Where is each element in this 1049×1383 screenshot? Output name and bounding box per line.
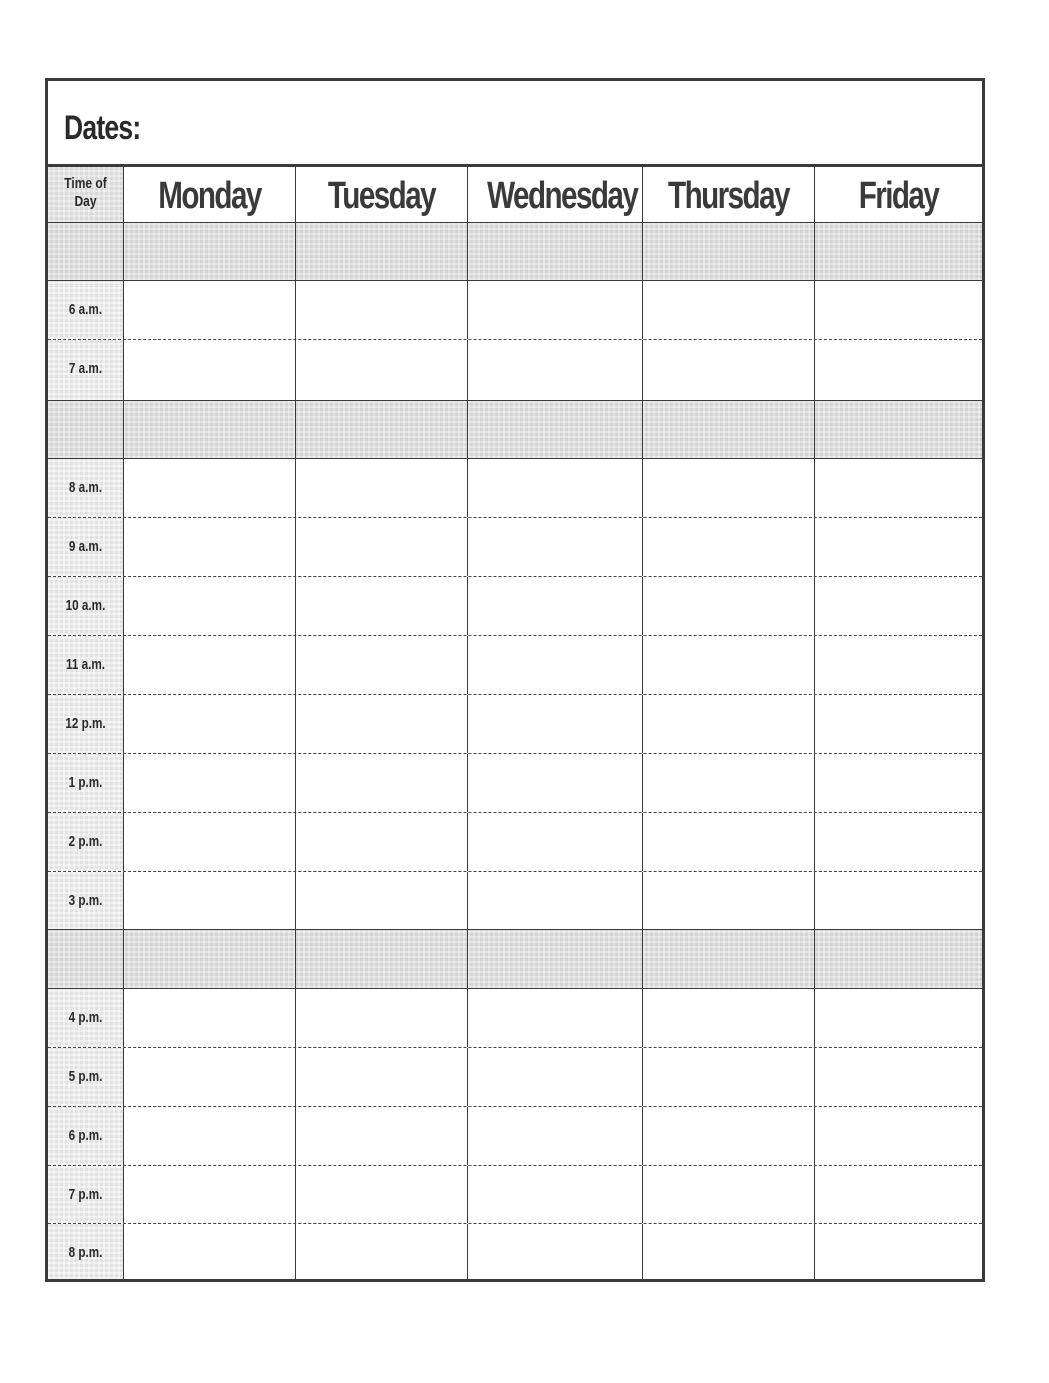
time-cell — [48, 1166, 124, 1223]
slot-cell[interactable] — [468, 636, 643, 694]
slot-cell[interactable] — [124, 872, 296, 929]
time-label: 6 p.m. — [68, 1127, 103, 1144]
slot-cell[interactable] — [815, 1107, 982, 1165]
slot-cell[interactable] — [643, 281, 815, 339]
slot-cell[interactable] — [643, 1107, 815, 1165]
slot-cell[interactable] — [468, 577, 643, 635]
slot-cell[interactable] — [468, 281, 643, 339]
shade-cell[interactable] — [124, 223, 296, 280]
slot-cell[interactable] — [468, 459, 643, 517]
slot-cell[interactable] — [468, 1107, 643, 1165]
slot-cell[interactable] — [815, 872, 982, 929]
slot-cell[interactable] — [124, 518, 296, 576]
slot-cell[interactable] — [124, 281, 296, 339]
time-cell — [48, 695, 124, 753]
time-row-3pm — [48, 872, 982, 930]
time-row-12pm — [48, 695, 982, 754]
time-cell — [48, 872, 124, 929]
slot-cell[interactable] — [815, 577, 982, 635]
slot-cell[interactable] — [815, 695, 982, 753]
slot-cell[interactable] — [124, 577, 296, 635]
header-row — [48, 167, 982, 223]
shaded-band-morning — [48, 223, 982, 281]
time-row-10am — [48, 577, 982, 636]
slot-cell[interactable] — [296, 518, 468, 576]
time-label: 9 a.m. — [68, 538, 103, 555]
slot-cell[interactable] — [468, 340, 643, 400]
slot-cell[interactable] — [296, 1107, 468, 1165]
time-row-5pm — [48, 1048, 982, 1107]
shade-cell — [48, 223, 124, 280]
time-cell — [48, 518, 124, 576]
slot-cell[interactable] — [296, 989, 468, 1047]
slot-cell[interactable] — [296, 636, 468, 694]
shade-cell[interactable] — [815, 223, 982, 280]
slot-cell[interactable] — [124, 813, 296, 871]
time-row-4pm — [48, 989, 982, 1048]
time-label: 7 a.m. — [68, 360, 103, 377]
slot-cell[interactable] — [124, 340, 296, 400]
time-row-9am — [48, 518, 982, 577]
time-label: 8 a.m. — [68, 479, 103, 496]
time-row-1pm — [48, 754, 982, 813]
slot-cell[interactable] — [815, 754, 982, 812]
slot-cell[interactable] — [643, 1166, 815, 1223]
slot-cell[interactable] — [296, 459, 468, 517]
slot-cell[interactable] — [296, 281, 468, 339]
slot-cell[interactable] — [296, 754, 468, 812]
slot-cell[interactable] — [468, 695, 643, 753]
shaded-band-midmorning — [48, 401, 982, 459]
slot-cell[interactable] — [468, 813, 643, 871]
slot-cell[interactable] — [815, 340, 982, 400]
time-label: 3 p.m. — [68, 892, 103, 909]
slot-cell[interactable] — [296, 1166, 468, 1223]
slot-cell[interactable] — [124, 989, 296, 1047]
shade-cell[interactable] — [296, 223, 468, 280]
slot-cell[interactable] — [815, 518, 982, 576]
day-header-friday — [815, 167, 982, 222]
slot-cell[interactable] — [643, 989, 815, 1047]
time-label: 7 p.m. — [68, 1186, 103, 1203]
time-row-8am — [48, 459, 982, 518]
day-label: Monday — [158, 175, 261, 217]
shade-cell[interactable] — [643, 930, 815, 988]
slot-cell[interactable] — [468, 989, 643, 1047]
schedule-grid — [48, 167, 982, 1279]
time-cell — [48, 636, 124, 694]
time-label: 4 p.m. — [68, 1009, 103, 1026]
time-cell — [48, 813, 124, 871]
time-label: 8 p.m. — [68, 1244, 103, 1261]
slot-cell[interactable] — [643, 636, 815, 694]
slot-cell[interactable] — [643, 872, 815, 929]
slot-cell[interactable] — [643, 695, 815, 753]
time-label: 1 p.m. — [68, 774, 103, 791]
shade-cell[interactable] — [468, 401, 643, 458]
time-cell — [48, 1224, 124, 1279]
time-cell — [48, 989, 124, 1047]
shade-cell[interactable] — [815, 930, 982, 988]
time-cell — [48, 577, 124, 635]
shade-cell[interactable] — [643, 223, 815, 280]
weekly-schedule-sheet — [45, 78, 985, 1282]
time-label: 2 p.m. — [68, 833, 103, 850]
slot-cell[interactable] — [124, 1048, 296, 1106]
day-header-tuesday — [296, 167, 468, 222]
slot-cell[interactable] — [815, 989, 982, 1047]
slot-cell[interactable] — [296, 872, 468, 929]
slot-cell[interactable] — [643, 518, 815, 576]
day-header-wednesday — [468, 167, 643, 222]
slot-cell[interactable] — [815, 813, 982, 871]
time-cell — [48, 1107, 124, 1165]
slot-cell[interactable] — [815, 636, 982, 694]
shade-cell[interactable] — [124, 401, 296, 458]
time-row-11am — [48, 636, 982, 695]
day-header-monday — [124, 167, 296, 222]
shade-cell[interactable] — [468, 223, 643, 280]
slot-cell[interactable] — [296, 1048, 468, 1106]
day-header-thursday — [643, 167, 815, 222]
day-label: Friday — [858, 175, 939, 217]
slot-cell[interactable] — [643, 459, 815, 517]
day-label: Thursday — [668, 175, 789, 217]
slot-cell[interactable] — [124, 1107, 296, 1165]
slot-cell[interactable] — [124, 1224, 296, 1279]
shade-cell — [48, 401, 124, 458]
time-row-7am — [48, 340, 982, 401]
slot-cell[interactable] — [124, 695, 296, 753]
time-of-day-header — [48, 167, 124, 222]
shaded-band-afternoon — [48, 930, 982, 989]
shade-cell[interactable] — [296, 930, 468, 988]
slot-cell[interactable] — [815, 459, 982, 517]
slot-cell[interactable] — [468, 1224, 643, 1279]
slot-cell[interactable] — [815, 281, 982, 339]
slot-cell[interactable] — [296, 577, 468, 635]
slot-cell[interactable] — [815, 1224, 982, 1279]
time-label: 11 a.m. — [65, 656, 106, 673]
dates-label: Dates: — [64, 109, 141, 147]
slot-cell[interactable] — [296, 1224, 468, 1279]
slot-cell[interactable] — [124, 754, 296, 812]
time-row-8pm — [48, 1224, 982, 1279]
time-row-6pm — [48, 1107, 982, 1166]
time-cell — [48, 281, 124, 339]
time-label: 5 p.m. — [68, 1068, 103, 1085]
slot-cell[interactable] — [643, 813, 815, 871]
slot-cell[interactable] — [468, 1166, 643, 1223]
time-row-6am — [48, 281, 982, 340]
slot-cell[interactable] — [296, 813, 468, 871]
slot-cell[interactable] — [124, 636, 296, 694]
slot-cell[interactable] — [124, 1166, 296, 1223]
slot-cell[interactable] — [643, 577, 815, 635]
time-row-2pm — [48, 813, 982, 872]
slot-cell[interactable] — [468, 872, 643, 929]
slot-cell[interactable] — [815, 1048, 982, 1106]
time-cell — [48, 754, 124, 812]
shade-cell[interactable] — [124, 930, 296, 988]
slot-cell[interactable] — [468, 518, 643, 576]
slot-cell[interactable] — [643, 1224, 815, 1279]
slot-cell[interactable] — [124, 459, 296, 517]
day-label: Tuesday — [327, 175, 436, 217]
dates-bar[interactable] — [48, 81, 982, 167]
slot-cell[interactable] — [815, 1166, 982, 1223]
slot-cell[interactable] — [296, 695, 468, 753]
time-cell — [48, 459, 124, 517]
shade-cell — [48, 930, 124, 988]
slot-cell[interactable] — [643, 340, 815, 400]
time-cell — [48, 340, 124, 400]
shade-cell[interactable] — [296, 401, 468, 458]
time-label: 12 p.m. — [65, 715, 106, 732]
slot-cell[interactable] — [643, 1048, 815, 1106]
time-label: 10 a.m. — [65, 597, 106, 614]
slot-cell[interactable] — [468, 754, 643, 812]
day-label: Wednesday — [487, 175, 638, 217]
shade-cell[interactable] — [815, 401, 982, 458]
time-label: 6 a.m. — [68, 301, 103, 318]
time-of-day-label: Time of Day — [64, 175, 107, 210]
slot-cell[interactable] — [296, 340, 468, 400]
shade-cell[interactable] — [643, 401, 815, 458]
slot-cell[interactable] — [468, 1048, 643, 1106]
slot-cell[interactable] — [643, 754, 815, 812]
time-row-7pm — [48, 1166, 982, 1224]
time-cell — [48, 1048, 124, 1106]
shade-cell[interactable] — [468, 930, 643, 988]
